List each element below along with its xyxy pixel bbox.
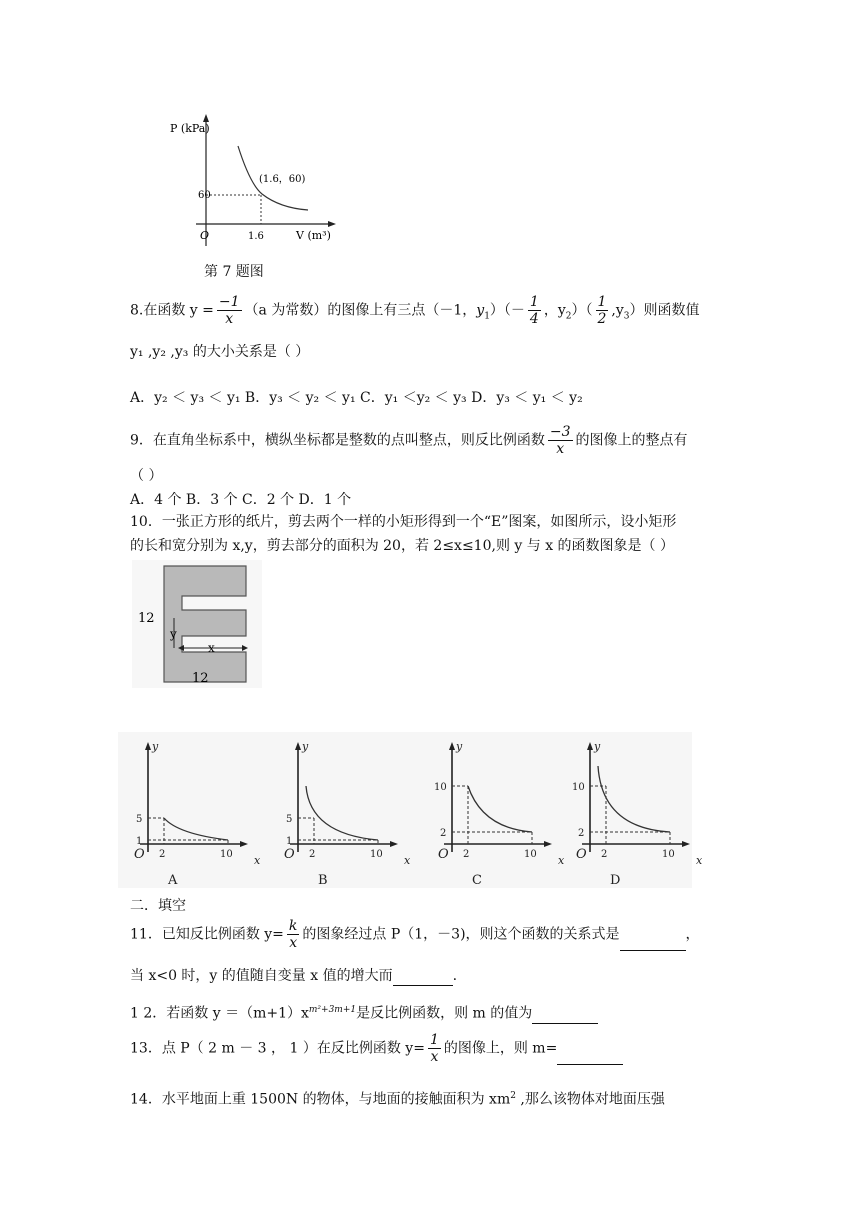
e-x-label: x xyxy=(208,641,215,655)
q8-options: A．y₂ ＜ y₃ ＜ y₁ B．y₃ ＜ y₂ ＜ y₁ C．y₁ ＜y₂ ＜ y₃ D．y₃ ＜ y₁ ＜ y₂ xyxy=(130,390,583,406)
e-y-label: y xyxy=(170,627,177,641)
q8-quarter-num: 1 xyxy=(529,294,539,310)
graph-B-ymax-tick: 5 xyxy=(286,814,293,825)
graph-C-xmax-tick: 10 xyxy=(524,849,537,860)
q7-caption: 第 7 题图 xyxy=(204,264,264,280)
e-shape xyxy=(164,566,246,682)
q11-blank-2[interactable] xyxy=(393,971,453,986)
q8-half-den: 2 xyxy=(597,311,607,327)
q11-blank-1[interactable] xyxy=(620,936,686,951)
q9-frac-den: x xyxy=(556,441,565,457)
q11-frac xyxy=(287,918,299,951)
q9-frac-num: −3 xyxy=(549,424,571,440)
q14-line xyxy=(130,1086,665,1110)
q13-frac-den: x xyxy=(430,1049,439,1065)
q8-prefix: 8.在函数 y = xyxy=(130,302,214,319)
q11-line2-text: 当 x<0 时，y 的值随自变量 x 值的增大而 xyxy=(130,968,393,984)
q8-line1: 8.在函数 y = $\frac{-1}{x}$ （a 为常数）的图像上有三点（－1，$y_1)(-$ $\frac{1}{4}$ ，$y_2$）（ $\frac{1}{2}$ $,y_3$）则函数值 xyxy=(130,294,700,327)
graph-D-xmax-tick: 10 xyxy=(662,849,675,860)
graph-B-letter: B xyxy=(318,873,328,888)
graph-A-origin: O xyxy=(134,847,145,862)
graph-D-xmin-tick: 2 xyxy=(601,849,608,860)
q11-text1: 11．已知反比例函数 y= xyxy=(130,926,284,943)
graph-D-letter: D xyxy=(610,873,621,888)
q7-figure xyxy=(160,112,360,252)
q12-line xyxy=(130,1000,598,1024)
q9-text1: 9．在直角坐标系中，横纵坐标都是整数的点叫整点，则反比例函数 xyxy=(130,432,545,449)
graph-A-xmax-tick: 10 xyxy=(220,849,233,860)
q9-paren: （ ） xyxy=(130,468,163,484)
graph-A-ymax-tick: 5 xyxy=(136,814,143,825)
graph-C-y-label: y xyxy=(456,740,463,753)
q14-sup: 2 xyxy=(510,1091,516,1101)
q13-text2: 的图像上，则 m= xyxy=(443,1040,558,1057)
graph-D-y-label: y xyxy=(594,740,601,753)
graph-D-x-label: x xyxy=(696,854,703,867)
q14-text1: 14．水平地面上重 1500N 的物体，与地面的接触面积为 xm xyxy=(130,1091,511,1108)
graph-D-ymax-tick: 10 xyxy=(572,782,585,793)
q8-line2: y₁ ,y₂ ,y₃ 的大小关系是（ ） xyxy=(130,344,310,360)
section-heading: 二．填空 xyxy=(130,898,186,914)
q8-frac-den: x xyxy=(225,311,234,327)
graph-C-xmin-tick: 2 xyxy=(463,849,470,860)
graph-C-ymin-tick: 2 xyxy=(440,828,447,839)
y-axis-label: P (kPa) xyxy=(170,122,210,135)
q8-text5: ,y xyxy=(611,302,624,319)
graph-C-x-label: x xyxy=(558,854,565,867)
graph-B-y-label: y xyxy=(302,740,309,753)
graph-A-letter: A xyxy=(168,873,178,888)
q11-end: . xyxy=(452,968,458,984)
q9-line1 xyxy=(130,424,688,457)
x-tick-label: 1.6 xyxy=(248,231,264,242)
q8-text3: ，y xyxy=(543,302,566,319)
e-shape-figure xyxy=(132,560,262,688)
q13-blank[interactable] xyxy=(557,1050,623,1065)
q8-text4: ）（ xyxy=(571,302,593,319)
y-axis-arrow xyxy=(203,114,209,122)
q13-text1: 13．点 P（ 2 m － 3 ， 1 ）在反比例函数 y= xyxy=(130,1040,425,1057)
answer-graphs xyxy=(118,732,703,888)
q8-text2: ）（－ xyxy=(489,302,525,319)
origin-label: O xyxy=(200,229,210,242)
q8-frac-num: −1 xyxy=(218,294,240,310)
graph-C-origin: O xyxy=(438,847,449,862)
q10-line1: 10．一张正方形的纸片，剪去两个一样的小矩形得到一个“E”图案，如图所示，设小矩形 xyxy=(130,514,677,530)
q11-text3: ， xyxy=(685,926,700,943)
q11-frac-num: k xyxy=(288,918,298,934)
q13-line xyxy=(130,1032,623,1065)
q8-quarter xyxy=(528,294,541,327)
graph-B-ymin-tick: 1 xyxy=(286,836,293,847)
x-axis-arrow xyxy=(328,221,336,227)
q9-text2: 的图像上的整点有 xyxy=(575,432,688,449)
q13-frac xyxy=(428,1032,441,1065)
graph-B-xmax-tick: 10 xyxy=(370,849,383,860)
graph-A-y-label: y xyxy=(152,740,159,753)
graph-C-letter: C xyxy=(472,873,482,888)
q10-line2: 的长和宽分别为 x,y，剪去部分的面积为 20，若 2≤x≤10,则 y 与 x 的函数图象是（ ） xyxy=(130,538,675,554)
q12-exponent: m²+3m+1 xyxy=(308,1005,357,1015)
graph-B-origin: O xyxy=(284,847,295,862)
graph-D-ymin-tick: 2 xyxy=(578,828,585,839)
q9-frac xyxy=(548,424,573,457)
graph-B-xmin-tick: 2 xyxy=(309,849,316,860)
graph-A-ymin-tick: 1 xyxy=(136,836,143,847)
q9-options: A．4 个 B．3 个 C．2 个 D．1 个 xyxy=(130,492,352,508)
q11-line1 xyxy=(130,918,700,951)
point-label: (1.6，60) xyxy=(259,174,306,185)
y-tick-label: 60 xyxy=(198,190,211,201)
q12-text1: 1 2．若函数 y ＝（m+1）x xyxy=(130,1005,309,1022)
q14-text2: ,那么该物体对地面压强 xyxy=(515,1091,665,1108)
graph-A-xmin-tick: 2 xyxy=(159,849,166,860)
q8-quarter-den: 4 xyxy=(529,311,539,327)
q8-half-num: 1 xyxy=(597,294,607,310)
graph-C-ymax-tick: 10 xyxy=(434,782,447,793)
q11-frac-den: x xyxy=(289,935,298,951)
q12-text2: 是反比例函数，则 m 的值为 xyxy=(356,1005,533,1022)
graph-D-origin: O xyxy=(576,847,587,862)
q8-frac xyxy=(217,294,242,327)
q8-text6: ）则函数值 xyxy=(629,302,700,319)
e-side-label: 12 xyxy=(138,611,155,626)
q8-text1: （a 为常数）的图像上有三点（－1， xyxy=(244,302,477,319)
graph-A-x-label: x xyxy=(254,854,261,867)
q11-line2 xyxy=(130,966,457,986)
q8-y1: y xyxy=(476,302,485,319)
q13-frac-num: 1 xyxy=(429,1032,439,1048)
x-axis-label: V (m³) xyxy=(296,229,331,242)
q8-half xyxy=(596,294,609,327)
q12-blank[interactable] xyxy=(532,1009,598,1024)
graph-B-x-label: x xyxy=(404,854,411,867)
e-bottom-label: 12 xyxy=(192,671,209,686)
q11-text2: 的图象经过点 P（1，－3)，则这个函数的关系式是 xyxy=(302,926,620,943)
